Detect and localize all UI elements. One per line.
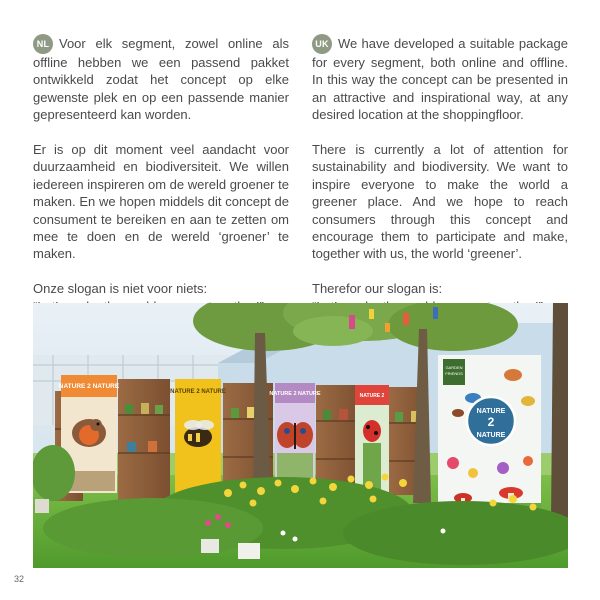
svg-text:NATURE 2: NATURE 2 [359,393,385,399]
nl-slogan-intro: Onze slogan is niet voor niets: [33,281,208,297]
nl-paragraph-2: Er is op dit moment veel aandacht voor duurzaamheid en biodiversiteit. We willen iedereen inspireren om de wereld groener te maken. En we hopen middels dit concept de consument te bereiken en aan te zetten om mee te doen en de wereld ‘groener’ te maken. [33,142,289,262]
garden-display-illustration [33,303,568,568]
nl-paragraph-1 [33,34,289,124]
nl-column [33,34,289,332]
nl-paragraph-1-text: Voor elk segment, zowel online als offline hebben we een passend pakket ontwikkeld zodat het concept op elke gewenste plek en op een passende manier gepresenteerd kan worden. [33,36,289,123]
svg-text:NATURE: NATURE [476,432,506,439]
nature-2-nature-sign [438,355,541,525]
nl-language-badge: NL [33,34,53,54]
banner-bee [170,379,226,497]
uk-language-badge: UK [312,34,332,54]
garden-display-photo [33,303,568,568]
svg-text:FRIENDS: FRIENDS [445,371,463,376]
svg-text:NATURE 2 NATURE: NATURE 2 NATURE [170,389,226,395]
svg-text:NATURE 2 NATURE: NATURE 2 NATURE [58,383,120,390]
uk-paragraph-1 [312,34,568,124]
uk-column [312,34,568,332]
svg-text:2: 2 [487,415,495,429]
svg-text:NATURE: NATURE [476,408,506,415]
svg-text:NATURE 2 NATURE: NATURE 2 NATURE [269,391,321,397]
uk-paragraph-1-text: We have developed a suitable package for every segment, both online and offline. In this way the concept can be presented in an attractive and inspirational way, at any desired location at the shoppingfloor. [312,36,568,123]
uk-slogan-intro: Therefor our slogan is: [312,281,443,297]
svg-text:GARDEN: GARDEN [445,365,463,370]
page-number: 32 [14,574,25,584]
uk-paragraph-2: There is currently a lot of attention for sustainability and biodiversity. We want to inspire everyone to make the world a greener place. And we hope to reach consumers through this concept and encourage them to participate and make, together with us, the world ‘greener’. [312,142,568,262]
